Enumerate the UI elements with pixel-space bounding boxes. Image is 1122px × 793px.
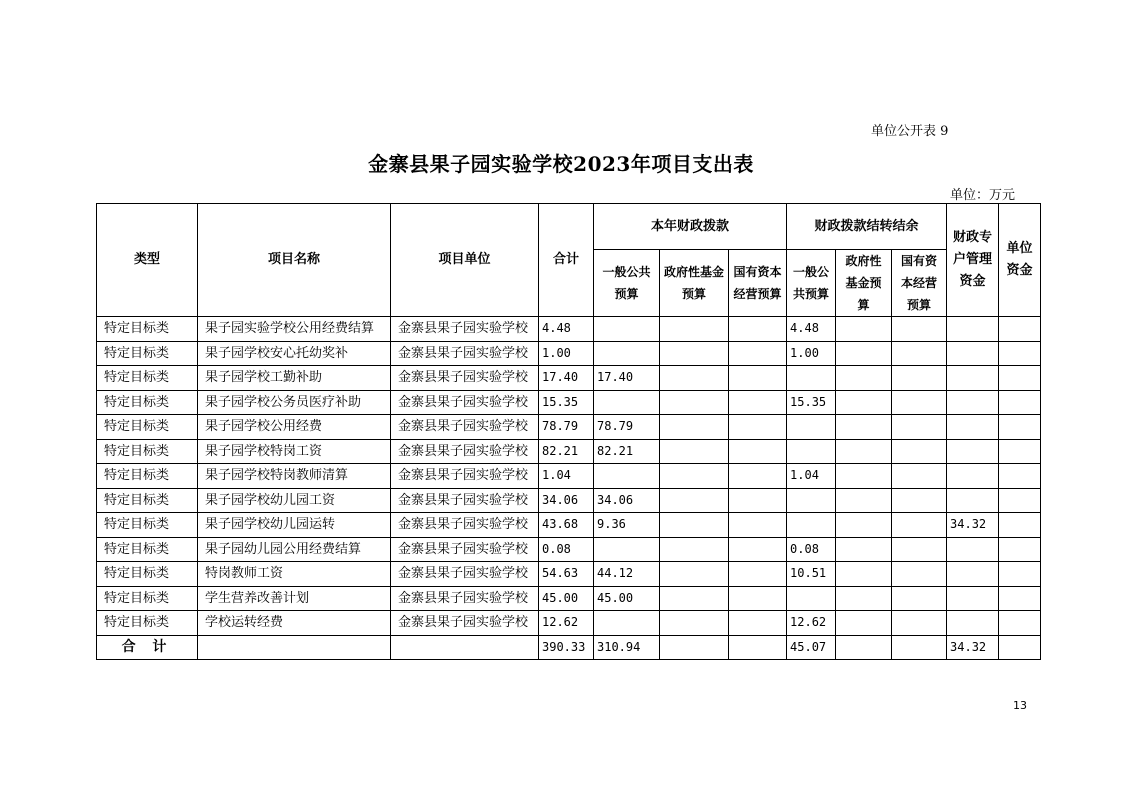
form-number: 单位公开表 9: [871, 124, 949, 139]
cell-g1-state: [729, 611, 787, 636]
cell-project-unit: 金寨县果子园实验学校: [391, 611, 539, 636]
total-cell-g2-state: [892, 635, 947, 660]
cell-special: [947, 537, 999, 562]
cell-total: 1.04: [539, 464, 594, 489]
header-project-unit: 项目单位: [391, 204, 539, 317]
cell-g1-state: [729, 513, 787, 538]
header-g2-fund-budget: 政府性基金预算: [836, 250, 892, 317]
cell-g1-general: 82.21: [594, 439, 660, 464]
cell-g2-state: [892, 562, 947, 587]
cell-g1-general: [594, 611, 660, 636]
cell-project-unit: 金寨县果子园实验学校: [391, 317, 539, 342]
cell-g2-general: [787, 415, 836, 440]
cell-g2-fund: [836, 562, 892, 587]
table-row: [97, 390, 1041, 415]
cell-project-name: 果子园学校工勤补助: [198, 366, 391, 391]
cell-total: 45.00: [539, 586, 594, 611]
cell-g1-state: [729, 390, 787, 415]
cell-project-unit: 金寨县果子园实验学校: [391, 562, 539, 587]
cell-g2-fund: [836, 415, 892, 440]
cell-g1-general: [594, 464, 660, 489]
cell-g2-general: 15.35: [787, 390, 836, 415]
cell-g2-fund: [836, 390, 892, 415]
cell-g1-fund: [660, 586, 729, 611]
cell-g2-state: [892, 488, 947, 513]
header-g2-general-budget: 一般公共预算: [787, 250, 836, 317]
cell-project-name: 果子园幼儿园公用经费结算: [198, 537, 391, 562]
cell-special: [947, 611, 999, 636]
cell-g1-state: [729, 341, 787, 366]
cell-g1-general: [594, 390, 660, 415]
cell-g1-state: [729, 464, 787, 489]
cell-special: [947, 439, 999, 464]
header-type: 类型: [97, 204, 198, 317]
cell-own: [999, 464, 1041, 489]
cell-g2-general: [787, 586, 836, 611]
cell-g1-general: 78.79: [594, 415, 660, 440]
cell-g2-general: [787, 439, 836, 464]
table-row: [97, 562, 1041, 587]
cell-project-unit: 金寨县果子园实验学校: [391, 439, 539, 464]
cell-g2-general: 4.48: [787, 317, 836, 342]
cell-total: 43.68: [539, 513, 594, 538]
header-total: 合计: [539, 204, 594, 317]
cell-type: 特定目标类: [97, 439, 198, 464]
cell-g1-state: [729, 488, 787, 513]
cell-special: [947, 464, 999, 489]
header-special-account-funds: 财政专户管理资金: [947, 204, 999, 317]
cell-special: [947, 341, 999, 366]
cell-project-unit: 金寨县果子园实验学校: [391, 513, 539, 538]
cell-g2-fund: [836, 537, 892, 562]
cell-g2-state: [892, 415, 947, 440]
cell-special: [947, 562, 999, 587]
cell-g2-fund: [836, 611, 892, 636]
total-label: 合 计: [97, 635, 198, 660]
cell-own: [999, 488, 1041, 513]
cell-g2-fund: [836, 341, 892, 366]
cell-type: 特定目标类: [97, 366, 198, 391]
cell-own: [999, 513, 1041, 538]
cell-project-name: 学校运转经费: [198, 611, 391, 636]
total-cell-g2-general: 45.07: [787, 635, 836, 660]
cell-g2-state: [892, 341, 947, 366]
cell-g1-state: [729, 366, 787, 391]
cell-project-name: 特岗教师工资: [198, 562, 391, 587]
cell-g2-state: [892, 317, 947, 342]
cell-g2-state: [892, 586, 947, 611]
cell-g2-fund: [836, 464, 892, 489]
cell-special: [947, 586, 999, 611]
cell-project-name: 果子园实验学校公用经费结算: [198, 317, 391, 342]
cell-g2-general: 1.04: [787, 464, 836, 489]
cell-g2-state: [892, 513, 947, 538]
cell-g1-state: [729, 562, 787, 587]
table-row: [97, 439, 1041, 464]
cell-own: [999, 390, 1041, 415]
cell-g1-fund: [660, 488, 729, 513]
cell-project-unit: 金寨县果子园实验学校: [391, 488, 539, 513]
cell-g1-state: [729, 537, 787, 562]
cell-total: 17.40: [539, 366, 594, 391]
cell-g2-state: [892, 464, 947, 489]
cell-special: 34.32: [947, 513, 999, 538]
cell-g1-general: 17.40: [594, 366, 660, 391]
cell-g2-general: 1.00: [787, 341, 836, 366]
cell-g1-state: [729, 317, 787, 342]
cell-type: 特定目标类: [97, 341, 198, 366]
cell-type: 特定目标类: [97, 611, 198, 636]
table-row: [97, 415, 1041, 440]
cell-project-name: 果子园学校安心托幼奖补: [198, 341, 391, 366]
cell-total: 0.08: [539, 537, 594, 562]
cell-total: 54.63: [539, 562, 594, 587]
page-number: 13: [1013, 699, 1027, 712]
cell-g1-fund: [660, 537, 729, 562]
cell-g1-general: [594, 341, 660, 366]
cell-project-name: 果子园学校特岗工资: [198, 439, 391, 464]
header-g1-general-budget: 一般公共预算: [594, 250, 660, 317]
cell-g2-general: 0.08: [787, 537, 836, 562]
cell-type: 特定目标类: [97, 415, 198, 440]
cell-g1-general: [594, 537, 660, 562]
cell-own: [999, 341, 1041, 366]
cell-g2-general: [787, 366, 836, 391]
total-row: [97, 635, 1041, 660]
cell-special: [947, 390, 999, 415]
cell-g1-fund: [660, 464, 729, 489]
cell-project-unit: 金寨县果子园实验学校: [391, 586, 539, 611]
cell-g2-general: [787, 488, 836, 513]
total-cell-g1-general: 310.94: [594, 635, 660, 660]
cell-g2-general: 10.51: [787, 562, 836, 587]
cell-project-unit: 金寨县果子园实验学校: [391, 537, 539, 562]
cell-project-name: 学生营养改善计划: [198, 586, 391, 611]
table-row: [97, 586, 1041, 611]
cell-project-unit: 金寨县果子园实验学校: [391, 341, 539, 366]
cell-g2-general: 12.62: [787, 611, 836, 636]
cell-project-unit: 金寨县果子园实验学校: [391, 366, 539, 391]
cell-total: 1.00: [539, 341, 594, 366]
cell-g2-state: [892, 390, 947, 415]
cell-g2-fund: [836, 439, 892, 464]
header-carryover-balance: 财政拨款结转结余: [787, 204, 947, 250]
cell-total: 34.06: [539, 488, 594, 513]
cell-project-name: 果子园学校幼儿园运转: [198, 513, 391, 538]
cell-type: 特定目标类: [97, 488, 198, 513]
cell-type: 特定目标类: [97, 537, 198, 562]
cell-g2-state: [892, 611, 947, 636]
cell-g1-general: 9.36: [594, 513, 660, 538]
cell-g2-general: [787, 513, 836, 538]
cell-g2-state: [892, 439, 947, 464]
cell-project-name: 果子园学校公用经费: [198, 415, 391, 440]
cell-type: 特定目标类: [97, 317, 198, 342]
cell-g1-fund: [660, 390, 729, 415]
cell-g2-fund: [836, 366, 892, 391]
cell-g1-fund: [660, 317, 729, 342]
cell-own: [999, 415, 1041, 440]
cell-project-name: 果子园学校幼儿园工资: [198, 488, 391, 513]
cell-g2-state: [892, 366, 947, 391]
cell-total: 15.35: [539, 390, 594, 415]
cell-type: 特定目标类: [97, 464, 198, 489]
table-row: [97, 317, 1041, 342]
page-title: 金寨县果子园实验学校2023年项目支出表: [368, 152, 754, 176]
cell-total: 4.48: [539, 317, 594, 342]
project-expenditure-table: [96, 203, 1041, 660]
cell-g1-fund: [660, 562, 729, 587]
header-g1-state-capital-budget: 国有资本经营预算: [729, 250, 787, 317]
header-unit-funds: 单位资金: [999, 204, 1041, 317]
cell-g1-fund: [660, 513, 729, 538]
cell-special: [947, 415, 999, 440]
cell-own: [999, 366, 1041, 391]
cell-g1-state: [729, 439, 787, 464]
cell-total: 12.62: [539, 611, 594, 636]
unit-label: 单位：万元: [950, 188, 1016, 203]
cell-g1-fund: [660, 439, 729, 464]
cell-project-unit: 金寨县果子园实验学校: [391, 464, 539, 489]
cell-own: [999, 562, 1041, 587]
table-row: [97, 464, 1041, 489]
total-cell-own: [999, 635, 1041, 660]
total-cell-project-name: [198, 635, 391, 660]
total-cell-special: 34.32: [947, 635, 999, 660]
cell-g1-fund: [660, 341, 729, 366]
cell-g1-fund: [660, 611, 729, 636]
cell-special: [947, 366, 999, 391]
total-cell-g1-fund: [660, 635, 729, 660]
total-cell-total: 390.33: [539, 635, 594, 660]
cell-g1-general: 44.12: [594, 562, 660, 587]
cell-type: 特定目标类: [97, 513, 198, 538]
cell-g1-general: 34.06: [594, 488, 660, 513]
cell-g2-state: [892, 537, 947, 562]
cell-type: 特定目标类: [97, 586, 198, 611]
cell-project-unit: 金寨县果子园实验学校: [391, 415, 539, 440]
cell-total: 82.21: [539, 439, 594, 464]
table-row: [97, 488, 1041, 513]
cell-g1-fund: [660, 415, 729, 440]
cell-special: [947, 317, 999, 342]
total-cell-project-unit: [391, 635, 539, 660]
header-g2-state-capital-budget: 国有资本经营预算: [892, 250, 947, 317]
cell-g2-fund: [836, 488, 892, 513]
cell-g1-state: [729, 415, 787, 440]
cell-g1-fund: [660, 366, 729, 391]
table-row: [97, 366, 1041, 391]
table-row: [97, 537, 1041, 562]
cell-g2-fund: [836, 513, 892, 538]
cell-own: [999, 586, 1041, 611]
cell-project-name: 果子园学校公务员医疗补助: [198, 390, 391, 415]
header-g1-fund-budget: 政府性基金预算: [660, 250, 729, 317]
cell-own: [999, 611, 1041, 636]
cell-type: 特定目标类: [97, 562, 198, 587]
table-row: [97, 611, 1041, 636]
table-row: [97, 513, 1041, 538]
cell-g1-general: [594, 317, 660, 342]
cell-own: [999, 439, 1041, 464]
cell-g1-general: 45.00: [594, 586, 660, 611]
cell-g2-fund: [836, 317, 892, 342]
table-row: [97, 341, 1041, 366]
cell-own: [999, 317, 1041, 342]
cell-g1-state: [729, 586, 787, 611]
cell-own: [999, 537, 1041, 562]
total-cell-g1-state: [729, 635, 787, 660]
cell-g2-fund: [836, 586, 892, 611]
header-project-name: 项目名称: [198, 204, 391, 317]
cell-special: [947, 488, 999, 513]
cell-total: 78.79: [539, 415, 594, 440]
header-current-year-appropriation: 本年财政拨款: [594, 204, 787, 250]
cell-project-name: 果子园学校特岗教师清算: [198, 464, 391, 489]
cell-project-unit: 金寨县果子园实验学校: [391, 390, 539, 415]
total-cell-g2-fund: [836, 635, 892, 660]
cell-type: 特定目标类: [97, 390, 198, 415]
